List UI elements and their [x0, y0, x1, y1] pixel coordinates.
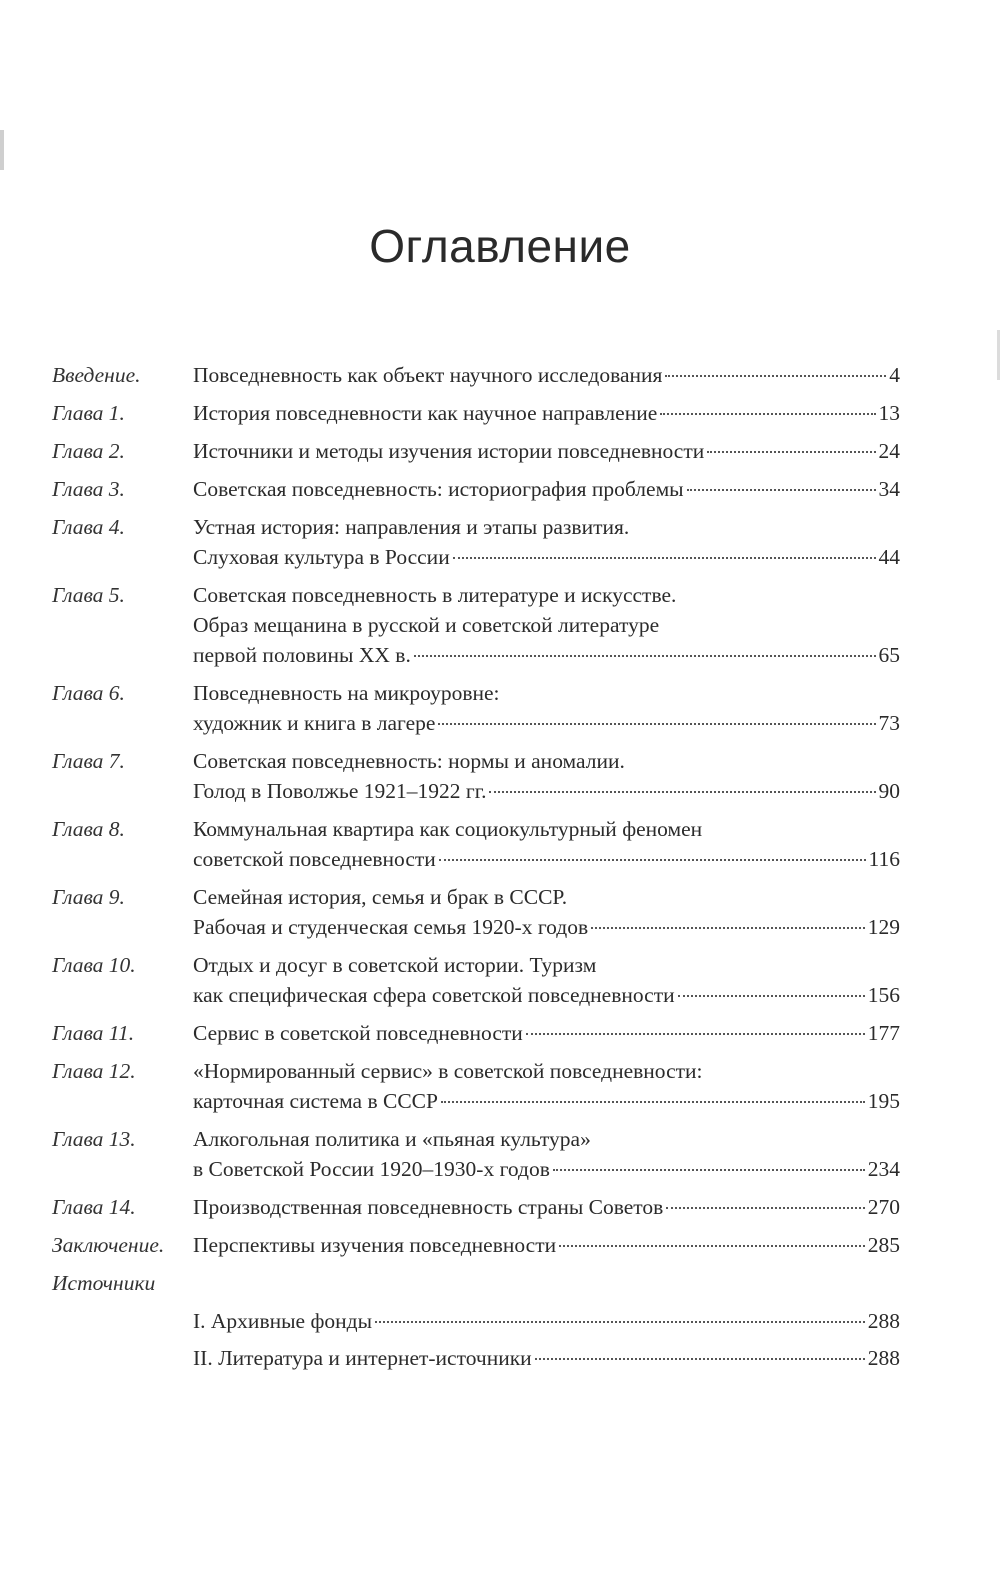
toc-subentry[interactable] — [52, 1306, 900, 1336]
toc-entry-label: Глава 1. — [52, 401, 125, 425]
toc-entry-body — [193, 1018, 900, 1048]
toc-entry[interactable] — [52, 398, 900, 428]
toc-entry[interactable] — [52, 474, 900, 504]
toc-entry-label: Глава 8. — [52, 817, 125, 841]
dot-leader — [660, 413, 875, 415]
toc-entry-title-line: Советская повседневность в литературе и искусстве. — [193, 583, 677, 607]
toc-page-number: 270 — [867, 1195, 900, 1219]
toc-leader-line — [193, 1018, 900, 1048]
toc-leader-line — [193, 1306, 900, 1336]
toc-entry-label: Глава 3. — [52, 477, 125, 501]
toc-leader-line — [193, 542, 900, 572]
toc-leader-line — [193, 1192, 900, 1222]
toc-page-number: 34 — [878, 477, 900, 501]
toc-entry-title-line: Семейная история, семья и брак в СССР. — [193, 885, 568, 909]
dot-leader — [678, 995, 865, 997]
toc-entry-body — [193, 1056, 900, 1116]
toc-entry-title-line: Советская повседневность: нормы и аномалии. — [193, 749, 625, 773]
dot-leader — [707, 451, 875, 453]
toc-page-number: 65 — [878, 643, 900, 667]
toc-entry-label-spacer — [52, 1343, 193, 1373]
toc-entry-title-line: Алкогольная политика и «пьяная культура» — [193, 1127, 591, 1151]
toc-leader-line — [193, 1343, 900, 1373]
toc-entry[interactable] — [52, 1192, 900, 1222]
dot-leader — [666, 1207, 864, 1209]
dot-leader — [687, 489, 876, 491]
toc-entry-title: Перспективы изучения повседневности — [193, 1233, 557, 1257]
toc-page-number: 44 — [878, 545, 900, 569]
toc-entry-title: Советская повседневность: историография проблемы — [193, 477, 684, 501]
toc-entry-label-spacer — [52, 1306, 193, 1336]
dot-leader — [535, 1358, 865, 1360]
toc-entry-title: Повседневность как объект научного исследования — [193, 363, 663, 387]
toc-entry-body — [193, 398, 900, 428]
dot-leader — [526, 1033, 865, 1035]
toc-entry-body — [193, 1306, 900, 1336]
toc-entry-title: Сервис в советской повседневности — [193, 1021, 523, 1045]
toc-page-number: 234 — [867, 1157, 900, 1181]
toc-entry-title: Голод в Поволжье 1921–1922 гг. — [193, 779, 487, 803]
toc-leader-line — [193, 1086, 900, 1116]
toc-entry[interactable] — [52, 746, 900, 806]
toc-leader-line — [193, 474, 900, 504]
toc-entry-title-line: Отдых и досуг в советской истории. Туризм — [193, 953, 597, 977]
toc-sources-heading — [52, 1268, 900, 1298]
toc-leader-line — [193, 398, 900, 428]
toc-page-number: 73 — [878, 711, 900, 735]
dot-leader — [441, 1101, 865, 1103]
toc-entry-body — [193, 512, 900, 572]
toc-entry[interactable] — [52, 1230, 900, 1260]
toc-subentry[interactable] — [52, 1343, 900, 1373]
toc-entry-title: Источники и методы изучения истории повседневности — [193, 439, 705, 463]
toc-entry-title: советской повседневности — [193, 847, 436, 871]
toc-entry-body — [193, 746, 900, 806]
toc-page-number: 4 — [889, 363, 900, 387]
toc-leader-line — [193, 708, 900, 738]
toc-page-number: 288 — [867, 1346, 900, 1370]
toc-entry-label: Глава 9. — [52, 885, 125, 909]
dot-leader — [375, 1321, 865, 1323]
toc-entry[interactable] — [52, 1018, 900, 1048]
toc-entry-title: II. Литература и интернет-источники — [193, 1346, 532, 1370]
toc-entry-body — [193, 1343, 900, 1373]
toc-page-number: 285 — [867, 1233, 900, 1257]
toc-entry-title-line: Повседневность на микроуровне: — [193, 681, 500, 705]
toc-entry[interactable] — [52, 950, 900, 1010]
page-title: Оглавление — [369, 219, 631, 272]
toc-entry[interactable] — [52, 436, 900, 466]
toc-entry-body — [193, 360, 900, 390]
toc-entry-title: История повседневности как научное направление — [193, 401, 658, 425]
toc-entry-body — [193, 580, 900, 670]
toc-entry-body — [193, 678, 900, 738]
toc-page-number: 156 — [867, 983, 900, 1007]
toc-leader-line — [193, 1230, 900, 1260]
toc-page-number: 177 — [867, 1021, 900, 1045]
toc-entry-label: Глава 2. — [52, 439, 125, 463]
toc-entry-body — [193, 814, 900, 874]
toc-entry-title-line: Устная история: направления и этапы развития. — [193, 515, 630, 539]
toc-entry-label: Глава 4. — [52, 515, 125, 539]
toc-entry[interactable] — [52, 1124, 900, 1184]
page-edge-mark — [0, 130, 4, 170]
toc-entry-body — [193, 1124, 900, 1184]
toc-entry-title: I. Архивные фонды — [193, 1309, 373, 1333]
toc-entry-body — [193, 950, 900, 1010]
dot-leader — [559, 1245, 865, 1247]
toc-page-number: 288 — [867, 1309, 900, 1333]
toc-leader-line — [193, 980, 900, 1010]
toc-entry[interactable] — [52, 678, 900, 738]
toc-entry-title-line: «Нормированный сервис» в советской повседневности: — [193, 1059, 703, 1083]
toc-entry-body — [193, 1192, 900, 1222]
dot-leader — [591, 927, 865, 929]
toc-entry[interactable] — [52, 1056, 900, 1116]
dot-leader — [553, 1169, 865, 1171]
table-of-contents — [52, 360, 900, 1380]
toc-entry[interactable] — [52, 360, 900, 390]
toc-leader-line — [193, 1154, 900, 1184]
toc-leader-line — [193, 360, 900, 390]
toc-page-number: 129 — [867, 915, 900, 939]
toc-entry-label: Глава 12. — [52, 1059, 136, 1083]
toc-entry-label: Глава 6. — [52, 681, 125, 705]
toc-entry-title: как специфическая сфера советской повседневности — [193, 983, 675, 1007]
toc-page-number: 195 — [867, 1089, 900, 1113]
dot-leader — [414, 655, 876, 657]
toc-entry-body — [193, 474, 900, 504]
toc-entry-label: Глава 7. — [52, 749, 125, 773]
dot-leader — [665, 375, 886, 377]
toc-entry-label: Введение. — [52, 363, 141, 387]
toc-leader-line — [193, 436, 900, 466]
toc-leader-line — [193, 844, 900, 874]
toc-entry-title-line: Образ мещанина в русской и советской литературе — [193, 613, 660, 637]
toc-entry-title: Рабочая и студенческая семья 1920-х годов — [193, 915, 589, 939]
toc-entry-title: художник и книга в лагере — [193, 711, 436, 735]
toc-entry-body — [193, 436, 900, 466]
dot-leader — [453, 557, 876, 559]
dot-leader — [439, 859, 866, 861]
toc-entry-label: Глава 5. — [52, 583, 125, 607]
toc-entry[interactable] — [52, 512, 900, 572]
dot-leader — [489, 791, 875, 793]
toc-page-number: 13 — [878, 401, 900, 425]
toc-entry-title: первой половины XX в. — [193, 643, 411, 667]
toc-leader-line — [193, 776, 900, 806]
toc-entry-title: Производственная повседневность страны Советов — [193, 1195, 664, 1219]
toc-entry-title: карточная система в СССР — [193, 1089, 438, 1113]
toc-entry-label: Заключение. — [52, 1233, 165, 1257]
toc-entry-title: в Советской России 1920–1930-х годов — [193, 1157, 550, 1181]
toc-entry-title-line: Коммунальная квартира как социокультурный феномен — [193, 817, 703, 841]
toc-entry-label: Источники — [52, 1271, 156, 1295]
toc-entry-label: Глава 10. — [52, 953, 136, 977]
toc-entry-label: Глава 13. — [52, 1127, 136, 1151]
toc-entry-title: Слуховая культура в России — [193, 545, 450, 569]
dot-leader — [438, 723, 875, 725]
toc-entry-body — [193, 882, 900, 942]
toc-entry[interactable] — [52, 882, 900, 942]
toc-entry[interactable] — [52, 580, 900, 670]
toc-page-number: 116 — [868, 847, 900, 871]
toc-page-number: 24 — [878, 439, 900, 463]
toc-page-number: 90 — [878, 779, 900, 803]
toc-entry-body — [193, 1230, 900, 1260]
toc-entry[interactable] — [52, 814, 900, 874]
toc-entry-label: Глава 14. — [52, 1195, 136, 1219]
toc-leader-line — [193, 912, 900, 942]
toc-entry-label: Глава 11. — [52, 1021, 135, 1045]
toc-leader-line — [193, 640, 900, 670]
